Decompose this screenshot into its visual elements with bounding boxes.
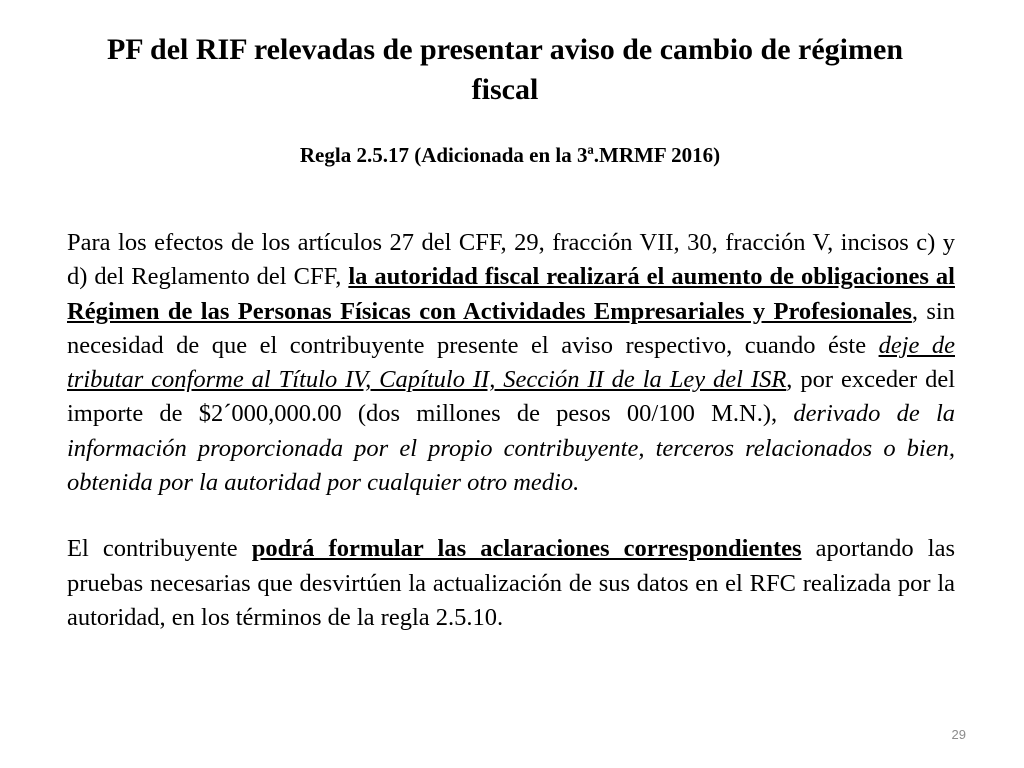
- paragraph-2: [67, 532, 955, 635]
- paragraph-1-emphasis-bold: la autoridad fiscal realizará el aumento de obligaciones al Régimen de las Personas Físicas con Actividades Empresariales y Profesionales: [67, 263, 955, 325]
- paragraph-2-emphasis-bold: podrá formular las aclaraciones correspondientes: [251, 535, 802, 563]
- paragraph-1-italic-end: derivado de la información proporcionada por el propio contribuyente, terceros relacionados o bien, obtenida por la autoridad por cualquier otro medio.: [67, 400, 955, 497]
- paragraph-1-emphasis-italic: deje de tributar conforme al Título IV, Capítulo II, Sección II de la Ley del ISR: [67, 331, 955, 394]
- paragraph-2-rest: aportando las pruebas necesarias que desvirtúen la actualización de sus datos en el RFC realizada por la autoridad, en los términos de la regla 2.5.10.: [67, 535, 955, 631]
- slide-subtitle: Regla 2.5.17 (Adicionada en la 3ª.MRMF 2016): [299, 143, 721, 167]
- paragraph-1-amount: , por exceder del importe de $2´000,000.00 (dos millones de pesos 00/100 M.N.),: [67, 366, 955, 428]
- slide-title: PF del RIF relevadas de presentar aviso de cambio de régimen fiscal: [106, 33, 904, 106]
- paragraph-2-intro: El contribuyente: [67, 535, 252, 563]
- page-number: 29: [951, 727, 966, 742]
- paragraph-1-middle: , sin necesidad de que el contribuyente presente el aviso respectivo, cuando éste: [67, 297, 955, 359]
- slide-body: [67, 226, 955, 635]
- paragraph-1: [67, 226, 955, 500]
- paragraph-1-intro: Para los efectos de los artículos 27 del CFF, 29, fracción VII, 30, fracción V, incisos c) y d) del Reglamento del CFF,: [67, 229, 955, 291]
